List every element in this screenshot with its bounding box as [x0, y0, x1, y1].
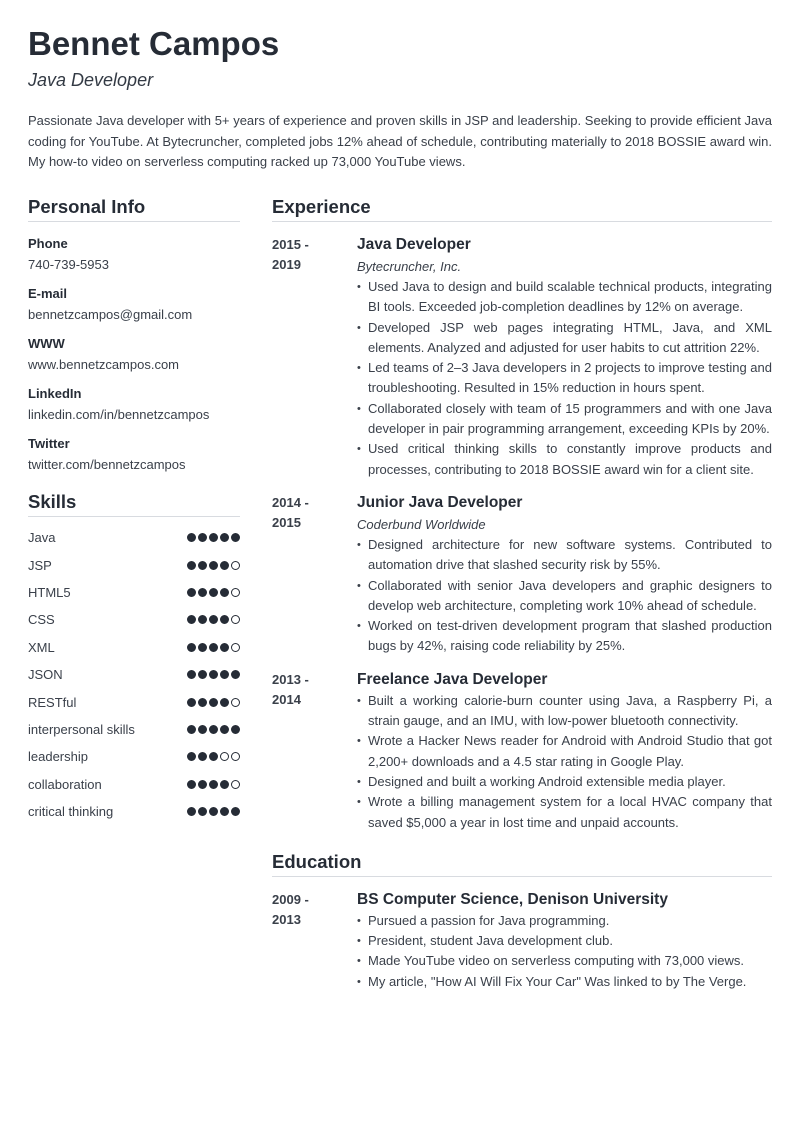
entry-bullets [357, 691, 772, 833]
skill-name: JSP [28, 557, 52, 573]
rating-dot-filled-icon [198, 780, 207, 789]
rating-dot-empty-icon [231, 698, 240, 707]
rating-dot-filled-icon [220, 588, 229, 597]
entry-bullets [357, 911, 772, 992]
experience-section [272, 196, 772, 833]
education-entry [272, 889, 772, 992]
rating-dot-empty-icon [231, 588, 240, 597]
rating-dot-filled-icon [220, 725, 229, 734]
skills-section [28, 491, 240, 825]
personal-info-value: 740-739-5953 [28, 257, 109, 272]
skill-rating [187, 561, 240, 570]
entry-bullet: • Developed JSP web pages integrating HTML, Java, and XML elements. Analyzed and adjusted for user habits to cut attrition 22%. [357, 318, 772, 359]
rating-dot-filled-icon [220, 670, 229, 679]
rating-dot-empty-icon [220, 752, 229, 761]
summary: Passionate Java developer with 5+ years of experience and proven skills in JSP and leadership. Seeking to provide efficient Java coding for YouTube. At Bytecruncher, completed jobs 12% ahead of schedule, contributing materially to 2018 BOSSIE award win. My how-to video on serverless computing racked up 73,000 YouTube views. [28, 113, 772, 169]
rating-dot-filled-icon [231, 807, 240, 816]
skill-row [28, 551, 240, 578]
rating-dot-filled-icon [220, 698, 229, 707]
entry-date [272, 234, 357, 480]
resume-header [28, 24, 772, 173]
skill-row [28, 798, 240, 825]
skill-rating [187, 588, 240, 597]
skill-name: CSS [28, 612, 55, 628]
right-column [272, 196, 772, 992]
personal-info-label: Phone [28, 236, 68, 251]
rating-dot-filled-icon [220, 780, 229, 789]
rating-dot-filled-icon [209, 561, 218, 570]
entry-body [357, 889, 772, 992]
skill-row [28, 634, 240, 661]
rating-dot-filled-icon [187, 752, 196, 761]
entry-date [272, 492, 357, 657]
personal-info-label: LinkedIn [28, 386, 82, 401]
skill-rating [187, 780, 240, 789]
personal-info-section [28, 196, 240, 474]
skill-row [28, 661, 240, 688]
rating-dot-empty-icon [231, 780, 240, 789]
personal-info-label: Twitter [28, 436, 70, 451]
personal-info-item [28, 335, 240, 374]
experience-entry [272, 234, 772, 480]
skill-rating [187, 533, 240, 542]
rating-dot-filled-icon [209, 643, 218, 652]
rating-dot-filled-icon [209, 615, 218, 624]
skill-row [28, 579, 240, 606]
education-list [272, 889, 772, 992]
skill-rating [187, 807, 240, 816]
entry-date-end: 2019 [272, 257, 301, 273]
skill-row [28, 524, 240, 551]
rating-dot-filled-icon [198, 588, 207, 597]
entry-date-end: 2015 [272, 515, 301, 531]
entry-title: BS Computer Science, Denison University [357, 890, 668, 908]
skill-name: JSON [28, 667, 63, 683]
entry-date-start: 2015 - [272, 237, 309, 252]
rating-dot-filled-icon [220, 561, 229, 570]
personal-info-value: twitter.com/bennetzcampos [28, 457, 186, 472]
rating-dot-filled-icon [209, 807, 218, 816]
skill-name: Java [28, 530, 56, 546]
experience-entry [272, 492, 772, 657]
personal-info-value: www.bennetzcampos.com [28, 357, 180, 372]
personal-info-item [28, 235, 240, 274]
personal-info-value: bennetzcampos@gmail.com [28, 307, 193, 322]
rating-dot-filled-icon [220, 807, 229, 816]
skill-rating [187, 752, 240, 761]
skills-heading: Skills [28, 491, 240, 517]
rating-dot-empty-icon [231, 561, 240, 570]
rating-dot-filled-icon [209, 533, 218, 542]
rating-dot-filled-icon [187, 588, 196, 597]
personal-info-label: E-mail [28, 286, 68, 301]
skill-name: collaboration [28, 776, 102, 792]
entry-date [272, 889, 357, 992]
personal-info-list [28, 235, 240, 474]
entry-title: Freelance Java Developer [357, 670, 548, 688]
skill-row [28, 771, 240, 798]
rating-dot-filled-icon [198, 643, 207, 652]
rating-dot-filled-icon [187, 643, 196, 652]
rating-dot-filled-icon [209, 670, 218, 679]
skill-rating [187, 698, 240, 707]
entry-bullet: • Collaborated with senior Java developers and graphic designers to develop web architecture, completing work 10% ahead of schedule. [357, 576, 772, 617]
experience-entry [272, 669, 772, 833]
skill-name: XML [28, 639, 55, 655]
entry-company: Bytecruncher, Inc. [357, 259, 462, 274]
rating-dot-filled-icon [209, 752, 218, 761]
skill-name: HTML5 [28, 584, 71, 600]
skill-row [28, 743, 240, 770]
rating-dot-empty-icon [231, 615, 240, 624]
entry-bullet: • My article, "How AI Will Fix Your Car" Was linked to by The Verge. [357, 972, 772, 992]
skill-name: interpersonal skills [28, 721, 135, 737]
personal-info-item [28, 435, 240, 474]
entry-date-end: 2013 [272, 912, 301, 928]
rating-dot-filled-icon [209, 780, 218, 789]
rating-dot-filled-icon [187, 533, 196, 542]
entry-title: Junior Java Developer [357, 493, 523, 511]
entry-bullet: • Used Java to design and build scalable technical products, integrating BI tools. Exceeded job-completion deadlines by 12% on average. [357, 277, 772, 318]
rating-dot-filled-icon [198, 533, 207, 542]
entry-bullet: • Led teams of 2–3 Java developers in 2 projects to improve testing and troubleshooting. Resulted in 15% reduction in hours spent. [357, 358, 772, 399]
entry-bullet: • Pursued a passion for Java programming. [357, 911, 772, 931]
personal-info-item [28, 385, 240, 424]
rating-dot-filled-icon [187, 670, 196, 679]
rating-dot-empty-icon [231, 752, 240, 761]
skill-name: critical thinking [28, 804, 114, 820]
entry-title: Java Developer [357, 236, 471, 253]
rating-dot-filled-icon [187, 615, 196, 624]
entry-bullet: • Collaborated closely with team of 15 programmers and with one Java developer in pair programming arrangement, exceeding KPIs by 20%. [357, 399, 772, 440]
rating-dot-filled-icon [209, 588, 218, 597]
skill-name: leadership [28, 749, 88, 765]
entry-bullet: • Worked on test-driven development program that slashed production bugs by 42%, raising code reliability by 25%. [357, 616, 772, 657]
rating-dot-filled-icon [187, 698, 196, 707]
rating-dot-filled-icon [198, 615, 207, 624]
skill-row [28, 606, 240, 633]
personal-info-item [28, 285, 240, 324]
skill-row [28, 688, 240, 715]
entry-bullet: • Designed and built a working Android extensible media player. [357, 772, 772, 792]
entry-body [357, 492, 772, 657]
rating-dot-filled-icon [187, 780, 196, 789]
skill-name: RESTful [28, 694, 77, 710]
rating-dot-filled-icon [198, 725, 207, 734]
candidate-title: Java Developer [28, 70, 154, 90]
skills-list [28, 524, 240, 825]
candidate-name: Bennet Campos [28, 25, 280, 62]
rating-dot-filled-icon [209, 698, 218, 707]
skill-rating [187, 615, 240, 624]
rating-dot-filled-icon [198, 561, 207, 570]
rating-dot-empty-icon [231, 643, 240, 652]
entry-date-start: 2009 - [272, 891, 309, 907]
personal-info-heading: Personal Info [28, 196, 240, 222]
left-column [28, 196, 240, 825]
experience-heading: Experience [272, 196, 772, 222]
rating-dot-filled-icon [220, 615, 229, 624]
entry-body [357, 234, 772, 480]
rating-dot-filled-icon [198, 807, 207, 816]
experience-list [272, 234, 772, 833]
rating-dot-filled-icon [198, 670, 207, 679]
entry-date-start: 2013 - [272, 671, 309, 687]
entry-bullet: • Wrote a billing management system for a local HVAC company that saved $5,000 a year in lost time and unpaid accounts. [357, 792, 772, 833]
entry-date-start: 2014 - [272, 494, 309, 510]
education-heading: Education [272, 851, 772, 877]
skill-rating [187, 670, 240, 679]
skill-rating [187, 725, 240, 734]
entry-bullet: • Built a working calorie-burn counter using Java, a Raspberry Pi, a strain gauge, and an IMU, with low-power bluetooth connectivity. [357, 691, 772, 732]
rating-dot-filled-icon [187, 725, 196, 734]
entry-bullet: • Used critical thinking skills to constantly improve products and processes, contributing to 2018 BOSSIE award win for a client site. [357, 439, 772, 480]
education-section [272, 851, 772, 992]
skill-rating [187, 643, 240, 652]
personal-info-label: WWW [28, 336, 65, 351]
rating-dot-filled-icon [231, 725, 240, 734]
entry-bullets [357, 277, 772, 480]
rating-dot-filled-icon [220, 643, 229, 652]
rating-dot-filled-icon [198, 752, 207, 761]
skill-row [28, 716, 240, 743]
entry-date [272, 669, 357, 833]
rating-dot-filled-icon [209, 725, 218, 734]
entry-company: Coderbund Worldwide [357, 516, 486, 532]
entry-bullet: • Designed architecture for new software systems. Contributed to automation drive that slashed security risk by 55%. [357, 535, 772, 576]
rating-dot-filled-icon [220, 533, 229, 542]
entry-bullet: • Made YouTube video on serverless computing with 73,000 views. [357, 951, 772, 971]
rating-dot-filled-icon [231, 533, 240, 542]
entry-date-end: 2014 [272, 692, 301, 708]
rating-dot-filled-icon [187, 561, 196, 570]
rating-dot-filled-icon [231, 670, 240, 679]
entry-body [357, 669, 772, 833]
entry-bullet: • President, student Java development club. [357, 931, 772, 951]
personal-info-value: linkedin.com/in/bennetzcampos [28, 407, 210, 422]
entry-bullet: • Wrote a Hacker News reader for Android with Android Studio that got 2,200+ downloads and a 4.5 star rating in Google Play. [357, 731, 772, 772]
entry-bullets [357, 535, 772, 657]
rating-dot-filled-icon [187, 807, 196, 816]
rating-dot-filled-icon [198, 698, 207, 707]
